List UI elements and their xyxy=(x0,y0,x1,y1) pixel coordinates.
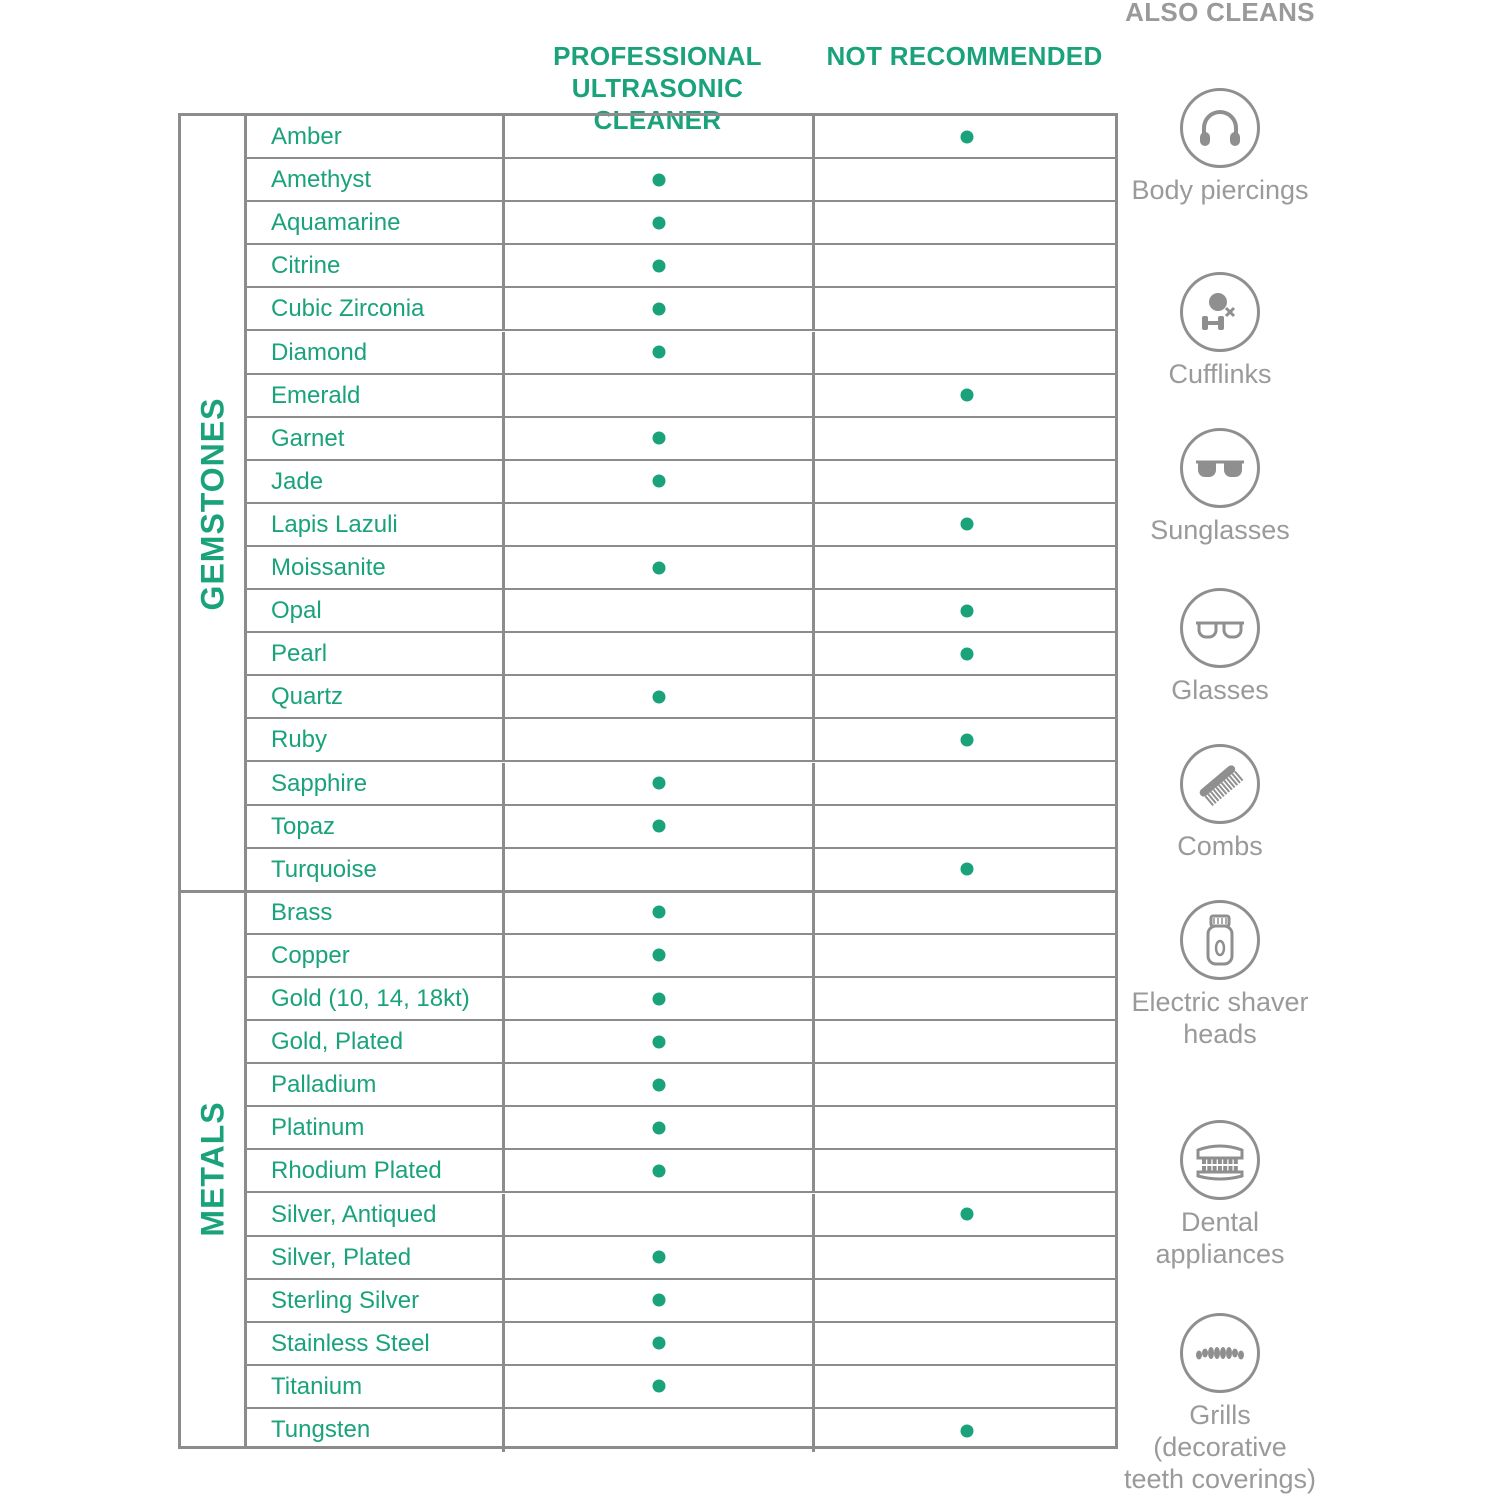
professional-dot xyxy=(652,1294,665,1307)
not-recommended-dot xyxy=(960,1424,973,1437)
not-recommended-dot xyxy=(960,733,973,746)
professional-dot xyxy=(652,949,665,962)
material-name: Diamond xyxy=(247,332,505,373)
professional-dot xyxy=(652,690,665,703)
cell-professional xyxy=(505,1409,815,1452)
also-cleans-label: Body piercings xyxy=(1131,175,1309,205)
table-row xyxy=(247,1150,1118,1193)
cell-professional xyxy=(505,202,815,243)
table-row xyxy=(247,504,1118,547)
header-professional-cleaner: PROFESSIONAL ULTRASONIC CLEANER xyxy=(553,41,762,135)
material-name: Lapis Lazuli xyxy=(247,504,505,545)
group-gemstones xyxy=(181,116,247,892)
table-row xyxy=(247,245,1118,288)
cell-professional xyxy=(505,288,815,329)
material-name: Aquamarine xyxy=(247,202,505,243)
table-row xyxy=(247,1107,1118,1150)
table-row xyxy=(247,288,1118,331)
cell-not-recommended xyxy=(815,719,1118,760)
cell-professional xyxy=(505,1280,815,1321)
not-recommended-dot xyxy=(960,863,973,876)
professional-dot xyxy=(652,820,665,833)
cell-professional xyxy=(505,935,815,976)
material-name: Titanium xyxy=(247,1366,505,1407)
not-recommended-dot xyxy=(960,130,973,143)
cell-professional xyxy=(505,849,815,890)
cell-not-recommended xyxy=(815,849,1118,890)
cell-professional xyxy=(505,159,815,200)
table-row xyxy=(247,676,1118,719)
cell-not-recommended xyxy=(815,1237,1118,1278)
professional-dot xyxy=(652,1078,665,1091)
cell-professional xyxy=(505,1107,815,1148)
table-row xyxy=(247,1021,1118,1064)
material-name: Amber xyxy=(247,116,505,157)
professional-dot xyxy=(652,1337,665,1350)
cell-not-recommended xyxy=(815,1194,1118,1235)
also-cleans-label: Cufflinks xyxy=(1168,359,1272,389)
also-cleans-label: Grills (decorative teeth coverings) xyxy=(1123,1400,1317,1494)
material-name: Turquoise xyxy=(247,849,505,890)
cell-not-recommended xyxy=(815,1366,1118,1407)
material-name: Copper xyxy=(247,935,505,976)
table-row xyxy=(247,461,1118,504)
material-name: Quartz xyxy=(247,676,505,717)
compatibility-table xyxy=(178,113,1118,1449)
professional-dot xyxy=(652,777,665,790)
table-row xyxy=(247,418,1118,461)
cell-professional xyxy=(505,332,815,373)
table-row xyxy=(247,806,1118,849)
material-name: Moissanite xyxy=(247,547,505,588)
material-name: Stainless Steel xyxy=(247,1323,505,1364)
material-name: Gold (10, 14, 18kt) xyxy=(247,978,505,1019)
cell-professional xyxy=(505,1064,815,1105)
professional-dot xyxy=(652,302,665,315)
not-recommended-dot xyxy=(960,604,973,617)
material-name: Silver, Plated xyxy=(247,1237,505,1278)
professional-dot xyxy=(652,259,665,272)
material-name: Jade xyxy=(247,461,505,502)
cell-not-recommended xyxy=(815,504,1118,545)
professional-dot xyxy=(652,992,665,1005)
table-row xyxy=(247,375,1118,418)
material-name: Cubic Zirconia xyxy=(247,288,505,329)
sunglasses-icon xyxy=(1180,428,1260,508)
also-cleans-item xyxy=(1120,428,1320,546)
shaver-icon xyxy=(1180,900,1260,980)
professional-dot xyxy=(652,906,665,919)
material-name: Citrine xyxy=(247,245,505,286)
table-row xyxy=(247,116,1118,159)
professional-dot xyxy=(652,1380,665,1393)
cell-not-recommended xyxy=(815,1150,1118,1191)
group-label-gemstones: GEMSTONES xyxy=(194,397,230,611)
cufflinks-icon xyxy=(1180,272,1260,352)
cell-professional xyxy=(505,719,815,760)
table-row xyxy=(247,633,1118,676)
material-name: Ruby xyxy=(247,719,505,760)
cell-professional xyxy=(505,1194,815,1235)
professional-dot xyxy=(652,1035,665,1048)
cell-not-recommended xyxy=(815,633,1118,674)
cell-professional xyxy=(505,1150,815,1191)
cell-not-recommended xyxy=(815,1323,1118,1364)
dentures-icon xyxy=(1180,1120,1260,1200)
professional-dot xyxy=(652,432,665,445)
material-name: Garnet xyxy=(247,418,505,459)
header-also-cleans: ALSO CLEANS xyxy=(1125,0,1315,27)
cell-not-recommended xyxy=(815,763,1118,804)
material-name: Palladium xyxy=(247,1064,505,1105)
cell-professional xyxy=(505,1237,815,1278)
cell-professional xyxy=(505,245,815,286)
table-row xyxy=(247,1064,1118,1107)
table-row xyxy=(247,892,1118,935)
cell-not-recommended xyxy=(815,461,1118,502)
also-cleans-item xyxy=(1120,900,1320,1050)
cell-professional xyxy=(505,1323,815,1364)
cell-not-recommended xyxy=(815,202,1118,243)
cell-professional xyxy=(505,763,815,804)
cell-not-recommended xyxy=(815,1064,1118,1105)
table-row xyxy=(247,1194,1118,1237)
table-row xyxy=(247,332,1118,375)
cell-not-recommended xyxy=(815,1021,1118,1062)
also-cleans-label: Electric shaver heads xyxy=(1131,987,1309,1049)
also-cleans-item xyxy=(1120,1313,1320,1495)
also-cleans-item xyxy=(1120,744,1320,862)
cell-professional xyxy=(505,676,815,717)
material-name: Rhodium Plated xyxy=(247,1150,505,1191)
cell-professional xyxy=(505,547,815,588)
material-name: Emerald xyxy=(247,375,505,416)
cell-not-recommended xyxy=(815,547,1118,588)
not-recommended-dot xyxy=(960,1208,973,1221)
group-metals xyxy=(181,892,247,1446)
table-row xyxy=(247,763,1118,806)
table-row xyxy=(247,1237,1118,1280)
table-row xyxy=(247,1366,1118,1409)
table-row xyxy=(247,547,1118,590)
professional-dot xyxy=(652,173,665,186)
not-recommended-dot xyxy=(960,647,973,660)
comb-icon xyxy=(1180,744,1260,824)
cell-professional xyxy=(505,461,815,502)
header-not-recommended: NOT RECOMMENDED xyxy=(826,41,1103,71)
material-name: Sterling Silver xyxy=(247,1280,505,1321)
cell-not-recommended xyxy=(815,332,1118,373)
also-cleans-item xyxy=(1120,588,1320,706)
cell-not-recommended xyxy=(815,245,1118,286)
glasses-icon xyxy=(1180,588,1260,668)
cell-not-recommended xyxy=(815,116,1118,157)
cell-not-recommended xyxy=(815,806,1118,847)
cell-professional xyxy=(505,892,815,933)
not-recommended-dot xyxy=(960,518,973,531)
also-cleans-item xyxy=(1120,272,1320,390)
cell-professional xyxy=(505,375,815,416)
also-cleans-label: Glasses xyxy=(1171,675,1269,705)
cell-professional xyxy=(505,978,815,1019)
cell-not-recommended xyxy=(815,892,1118,933)
cell-professional xyxy=(505,1021,815,1062)
material-name: Platinum xyxy=(247,1107,505,1148)
professional-dot xyxy=(652,475,665,488)
group-divider xyxy=(181,890,1118,893)
table-row xyxy=(247,935,1118,978)
also-cleans-label: Combs xyxy=(1177,831,1263,861)
cell-not-recommended xyxy=(815,935,1118,976)
cell-professional xyxy=(505,418,815,459)
professional-dot xyxy=(652,216,665,229)
cell-not-recommended xyxy=(815,590,1118,631)
cell-not-recommended xyxy=(815,978,1118,1019)
material-name: Silver, Antiqued xyxy=(247,1194,505,1235)
table-row xyxy=(247,719,1118,762)
professional-dot xyxy=(652,346,665,359)
also-cleans-label: Dental appliances xyxy=(1155,1207,1285,1269)
professional-dot xyxy=(652,1164,665,1177)
cell-professional xyxy=(505,633,815,674)
material-name: Topaz xyxy=(247,806,505,847)
cell-not-recommended xyxy=(815,1409,1118,1452)
not-recommended-dot xyxy=(960,389,973,402)
cell-not-recommended xyxy=(815,288,1118,329)
table-row xyxy=(247,590,1118,633)
also-cleans-item xyxy=(1120,1120,1320,1270)
table-row xyxy=(247,1280,1118,1323)
cell-professional xyxy=(505,504,815,545)
also-cleans-item xyxy=(1120,88,1320,206)
cell-not-recommended xyxy=(815,1280,1118,1321)
material-name: Brass xyxy=(247,892,505,933)
cell-not-recommended xyxy=(815,676,1118,717)
cell-professional xyxy=(505,590,815,631)
table-row xyxy=(247,1409,1118,1452)
table-row xyxy=(247,1323,1118,1366)
cell-not-recommended xyxy=(815,375,1118,416)
material-name: Sapphire xyxy=(247,763,505,804)
material-name: Gold, Plated xyxy=(247,1021,505,1062)
grills-icon xyxy=(1180,1313,1260,1393)
professional-dot xyxy=(652,1251,665,1264)
material-name: Tungsten xyxy=(247,1409,505,1452)
cell-not-recommended xyxy=(815,1107,1118,1148)
headphones-icon xyxy=(1180,88,1260,168)
table-row xyxy=(247,978,1118,1021)
material-name: Pearl xyxy=(247,633,505,674)
table-row xyxy=(247,159,1118,202)
cell-not-recommended xyxy=(815,418,1118,459)
material-name: Amethyst xyxy=(247,159,505,200)
professional-dot xyxy=(652,561,665,574)
cell-not-recommended xyxy=(815,159,1118,200)
table-row xyxy=(247,849,1118,892)
professional-dot xyxy=(652,1121,665,1134)
cell-professional xyxy=(505,1366,815,1407)
group-label-metals: METALS xyxy=(194,1101,230,1237)
cell-professional xyxy=(505,806,815,847)
table-row xyxy=(247,202,1118,245)
cell-professional xyxy=(505,116,815,157)
material-name: Opal xyxy=(247,590,505,631)
also-cleans-label: Sunglasses xyxy=(1150,515,1290,545)
